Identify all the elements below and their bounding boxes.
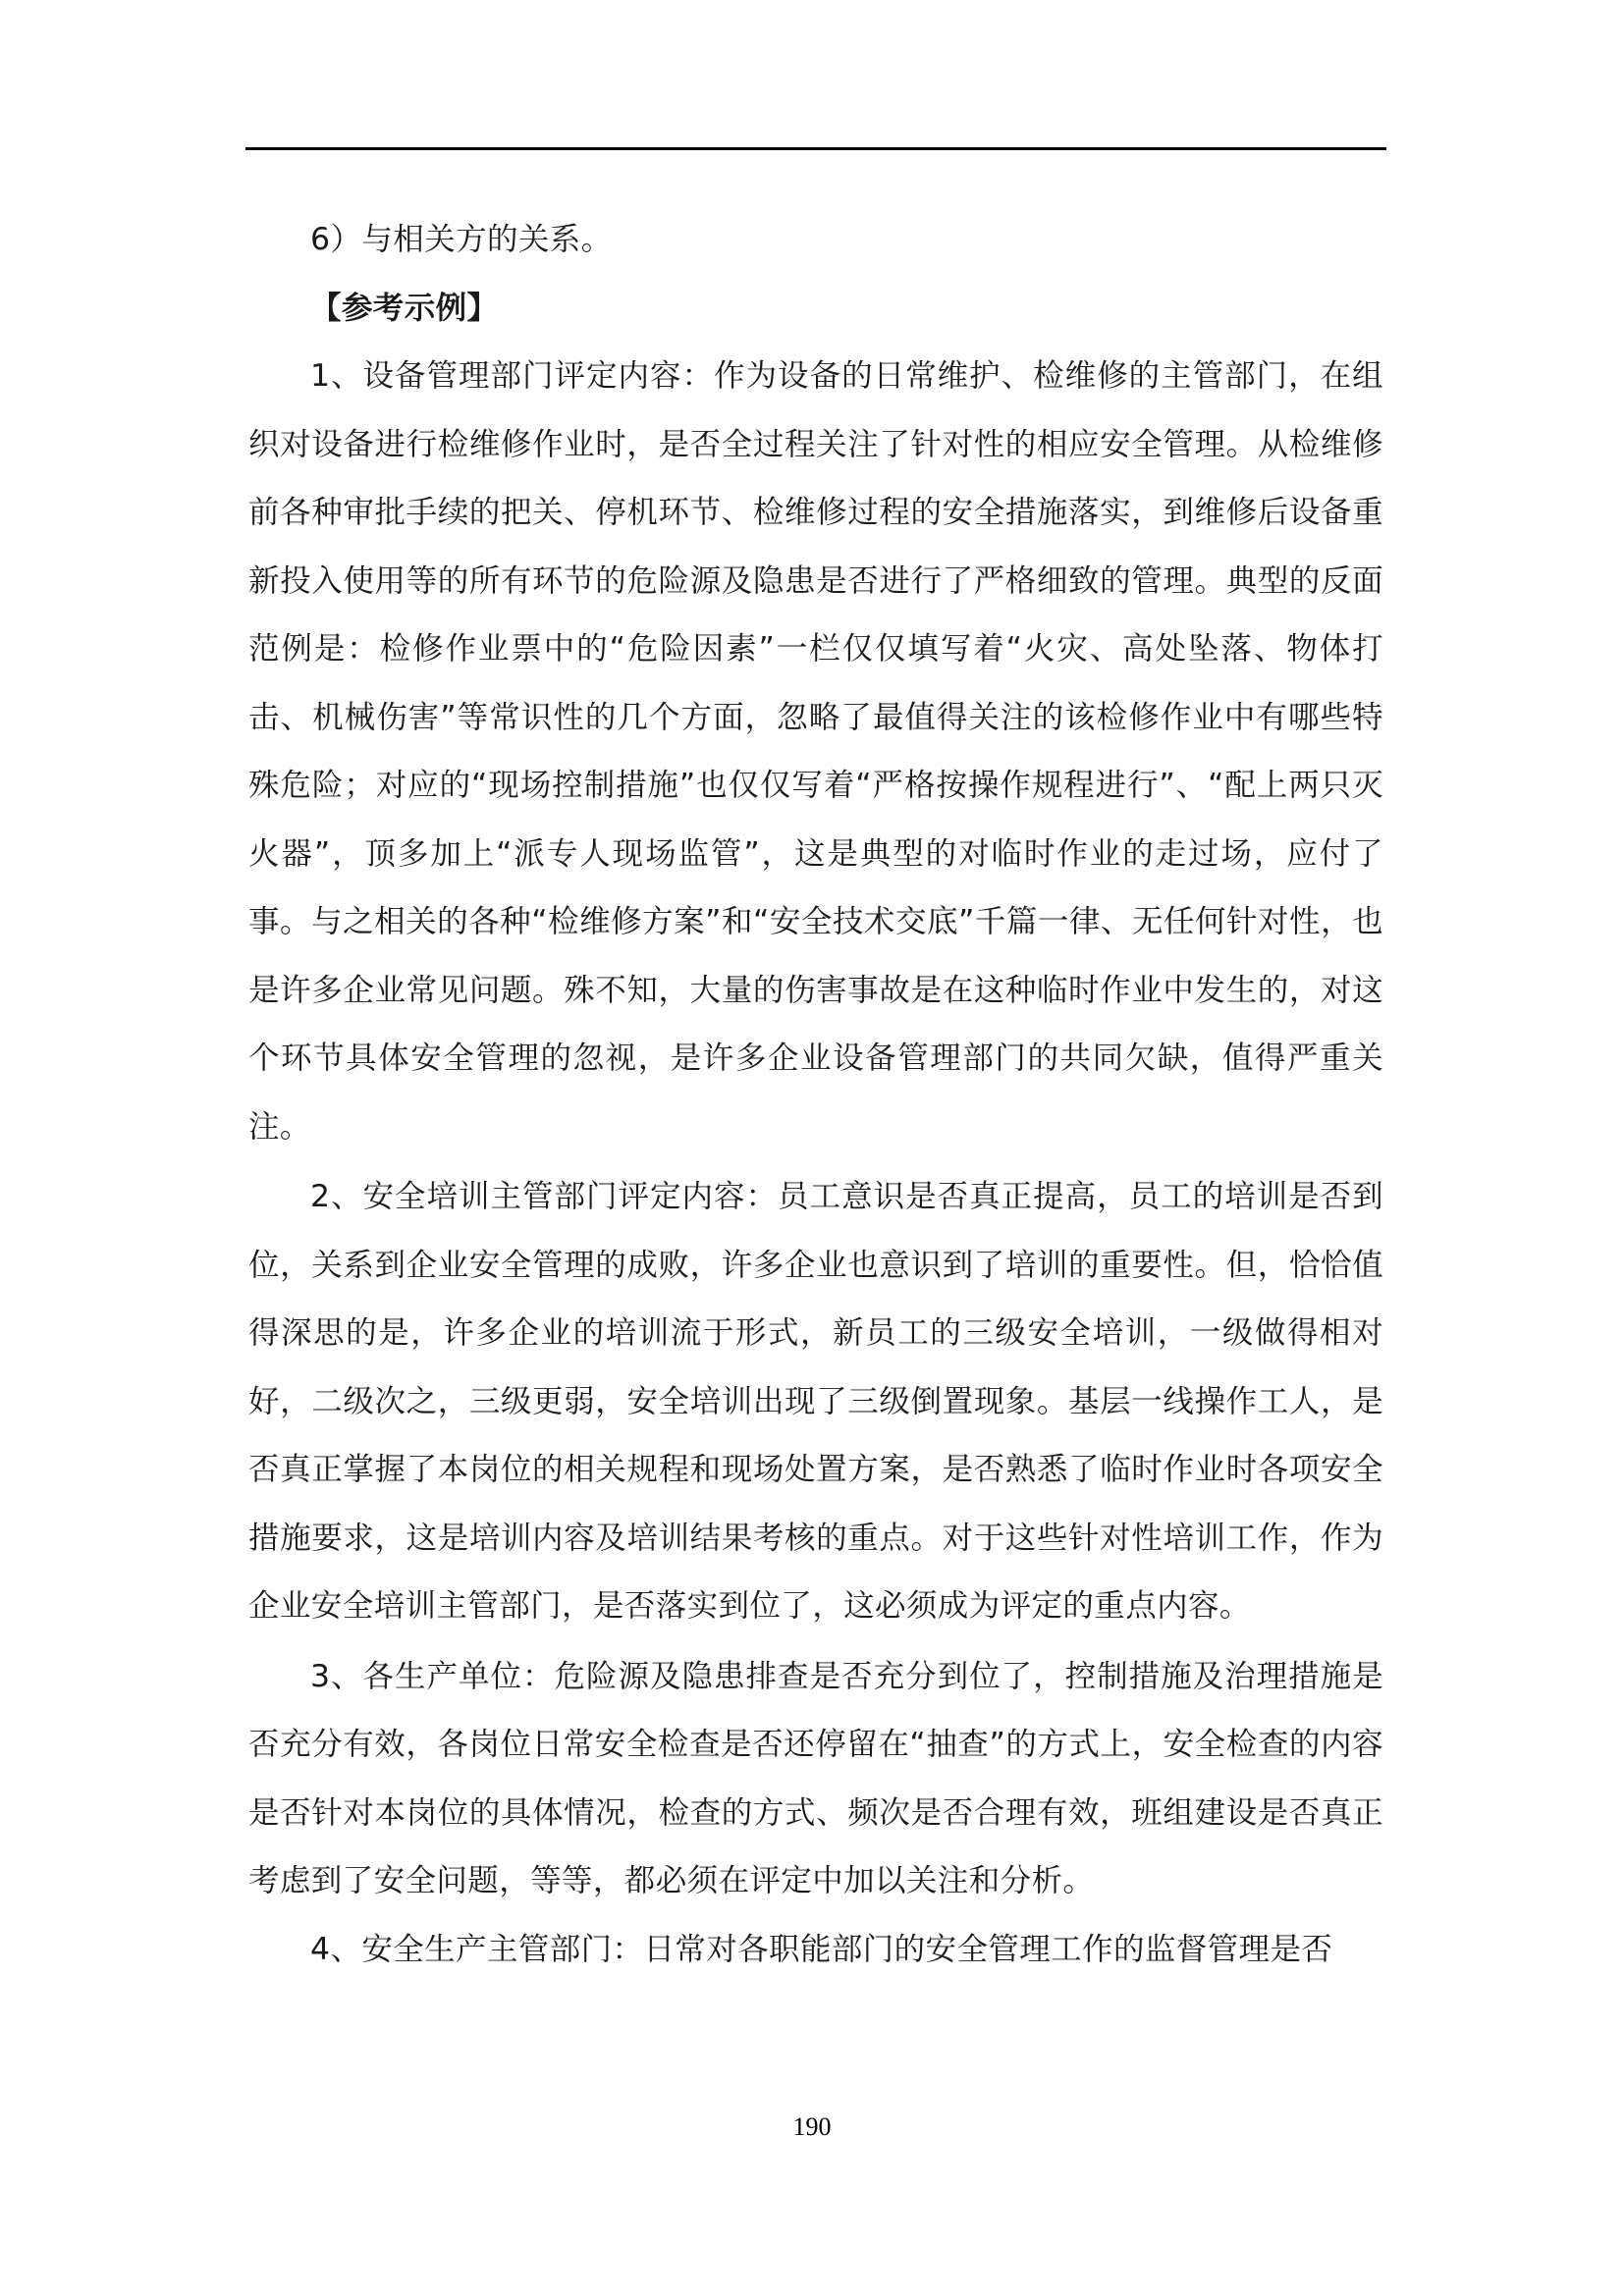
paragraph-4: 4、安全生产主管部门：日常对各职能部门的安全管理工作的监督管理是否 <box>310 1931 1333 1967</box>
paragraph-2: 2、安全培训主管部门评定内容：员工意识是否真正提高，员工的培训是否到位，关系到企业安全管理的成败，许多企业也意识到了培训的重要性。但，恰恰值得深思的是，许多企业的培训流于形式，新员工的三级安全培训，一级做得相对好，二级次之，三级更弱，安全培训出现了三级倒置现象。基层一线操作工人，是否真正掌握了本岗位的相关规程和现场处置方案，是否熟悉了临时作业时各项安全措施要求，这是培训内容及培训结果考核的重点。对于这些针对性培训工作，作为企业安全培训主管部门，是否落实到位了，这必须成为评定的重点内容。 <box>248 1179 1383 1624</box>
paragraph-1: 1、设备管理部门评定内容：作为设备的日常维护、检维修的主管部门，在组织对设备进行检维修作业时，是否全过程关注了针对性的相应安全管理。从检维修前各种审批手续的把关、停机环节、检维修过程的安全措施落实，到维修后设备重新投入使用等的所有环节的危险源及隐患是否进行了严格细致的管理。典型的反面范例是：检修作业票中的“危险因素”一栏仅仅填写着“火灾、高处坠落、物体打击、机械伤害”等常识性的几个方面，忽略了最值得关注的该检修作业中有哪些特殊危险；对应的“现场控制措施”也仅仅写着“严格按操作规程进行”、“配上两只灭火器”，顶多加上“派专人现场监管”，这是典型的对临时作业的走过场，应付了事。与之相关的各种“检维修方案”和“安全技术交底”千篇一律、无任何针对性，也是许多企业常见问题。殊不知，大量的伤害事故是在这种临时作业中发生的，对这个环节具体安全管理的忽视，是许多企业设备管理部门的共同欠缺，值得严重关注。 <box>248 358 1383 1145</box>
list-item-6: 6）与相关方的关系。 <box>310 222 613 257</box>
paragraph-3: 3、各生产单位：危险源及隐患排查是否充分到位了，控制措施及治理措施是否充分有效，各岗位日常安全检查是否还停留在“抽查”的方式上，安全检查的内容是否针对本岗位的具体情况，检查的方式、频次是否合理有效，班组建设是否真正考虑到了安全问题，等等，都必须在评定中加以关注和分析。 <box>248 1658 1383 1898</box>
section-heading: 【参考示例】 <box>310 290 499 326</box>
header-rule <box>245 147 1386 150</box>
page-body <box>248 206 1383 1984</box>
page-number: 190 <box>792 2112 832 2141</box>
